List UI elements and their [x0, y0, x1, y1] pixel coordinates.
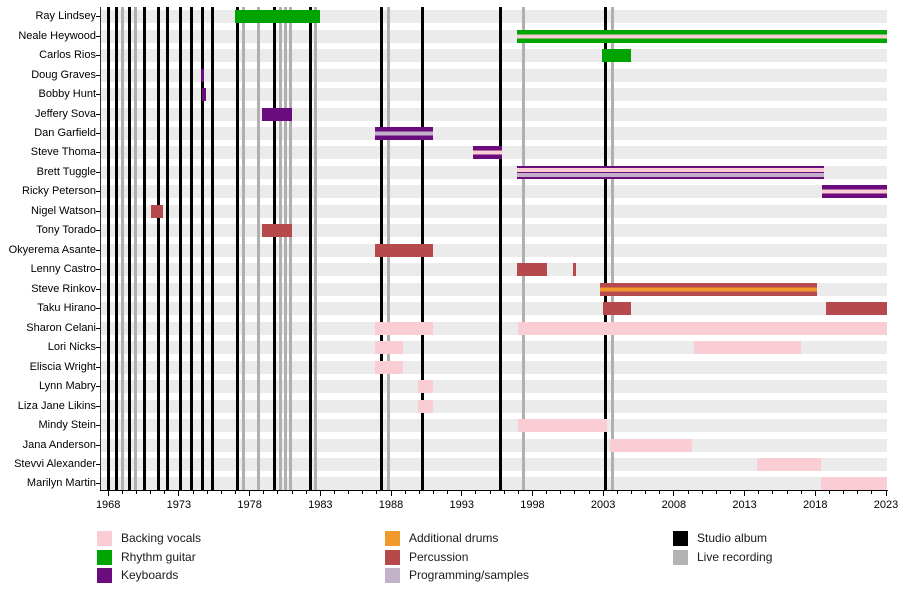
member-name-label: Liza Jane Likins: [17, 399, 96, 412]
legend-label: Live recording: [697, 549, 773, 564]
legend-label: Additional drums: [409, 531, 499, 545]
x-axis-tick-label: 1983: [308, 498, 333, 511]
x-axis-tick-label: 2003: [590, 498, 616, 511]
x-axis-minor-tick: [589, 491, 590, 494]
x-axis-minor-tick: [292, 491, 293, 494]
legend-swatch-studio-album: [673, 531, 688, 546]
member-name-label: Lenny Castro: [30, 263, 96, 276]
studio-album-line: [166, 7, 169, 490]
x-axis-major-tick: [249, 491, 250, 496]
member-name-label: Brett Tuggle: [36, 165, 96, 178]
tenure-bar-steve-thoma: [473, 146, 502, 159]
live-recording-line: [611, 7, 614, 490]
legend-label: Backing vocals: [121, 531, 202, 545]
studio-album-line: [179, 7, 182, 490]
member-row-background: [100, 244, 887, 257]
x-axis-minor-tick: [348, 491, 349, 494]
x-axis-minor-tick: [857, 491, 858, 494]
x-axis-tick-label: 1978: [237, 498, 262, 511]
member-name-label: Neale Heywood: [18, 29, 96, 42]
x-axis-minor-tick: [405, 491, 406, 494]
y-axis-line: [100, 7, 101, 490]
tenure-bar-stevvi-alexander: [757, 458, 821, 471]
x-axis-minor-tick: [716, 491, 717, 494]
studio-album-line: [157, 7, 160, 490]
legend-label: Keyboards: [121, 568, 179, 582]
x-axis-minor-tick: [617, 491, 618, 494]
x-axis-major-tick: [886, 491, 887, 496]
x-axis-minor-tick: [362, 491, 363, 494]
tenure-bar-lori-nicks: [694, 341, 801, 354]
tenure-bar-lynn-mabry: [418, 380, 434, 393]
x-axis-minor-tick: [801, 491, 802, 494]
member-name-label: Nigel Watson: [30, 204, 96, 217]
live-recording-line: [279, 7, 282, 490]
live-recording-line: [134, 7, 137, 490]
member-row-background: [100, 127, 887, 140]
member-name-label: Ray Lindsey: [35, 10, 96, 23]
studio-album-line: [128, 7, 131, 490]
x-axis-minor-tick: [688, 491, 689, 494]
member-name-label: Tony Torado: [36, 224, 96, 237]
member-name-label: Doug Graves: [31, 68, 96, 81]
member-name-label: Jeffery Sova: [35, 107, 96, 120]
live-recording-line: [257, 7, 260, 490]
tenure-bar-sharon-celani: [518, 322, 887, 335]
x-axis-minor-tick: [702, 491, 703, 494]
live-recording-line: [314, 7, 317, 490]
x-axis-tick-label: 1993: [449, 498, 474, 511]
member-name-label: Sharon Celani: [26, 321, 96, 334]
x-axis-minor-tick: [490, 491, 491, 494]
tenure-bar-sharon-celani: [375, 322, 433, 335]
member-row-background: [100, 108, 887, 121]
x-axis-minor-tick: [164, 491, 165, 494]
x-axis-minor-tick: [645, 491, 646, 494]
x-axis-minor-tick: [150, 491, 151, 494]
x-axis-minor-tick: [376, 491, 377, 494]
x-axis-tick-label: 2018: [803, 498, 828, 511]
tenure-bar-jeffery-sova: [262, 108, 292, 121]
live-recording-line: [242, 7, 245, 490]
legend-swatch-backing-vocals: [97, 531, 112, 546]
legend-label: Programming/samples: [409, 568, 530, 582]
live-recording-line: [522, 7, 525, 490]
x-axis-major-tick: [461, 491, 462, 496]
tenure-bar-ray-lindsey: [235, 10, 320, 23]
x-axis-major-tick: [603, 491, 604, 496]
x-axis-minor-tick: [136, 491, 137, 494]
legend-swatch-live-recording: [673, 550, 688, 565]
tenure-bar-nigel-watson: [151, 205, 164, 218]
legend-label: Percussion: [409, 549, 469, 564]
x-axis-minor-tick: [829, 491, 830, 494]
tenure-bar-dan-garfield: [375, 127, 433, 140]
legend-swatch-percussion: [385, 550, 400, 565]
member-name-label: Lynn Mabry: [38, 380, 96, 393]
member-name-label: Okyerema Asante: [8, 243, 96, 256]
x-axis-major-tick: [108, 491, 109, 496]
x-axis-minor-tick: [207, 491, 208, 494]
x-axis-minor-tick: [447, 491, 448, 494]
x-axis-minor-tick: [221, 491, 222, 494]
member-name-label: Marilyn Martin: [26, 477, 96, 490]
member-row-background: [100, 69, 887, 82]
tenure-bar-steve-rinkov: [600, 283, 817, 296]
tenure-bar-okyerema-asante: [375, 244, 433, 257]
tenure-bar-ricky-peterson: [822, 185, 887, 198]
x-axis-minor-tick: [772, 491, 773, 494]
x-axis-minor-tick: [504, 491, 505, 494]
studio-album-line: [499, 7, 502, 490]
x-axis-major-tick: [532, 491, 533, 496]
x-axis-major-tick: [815, 491, 816, 496]
member-row-background: [100, 88, 887, 101]
tenure-bar-carlos-rios: [602, 49, 632, 62]
studio-album-line: [604, 7, 607, 490]
member-row-background: [100, 185, 887, 198]
studio-album-line: [236, 7, 239, 490]
member-name-label: Taku Hirano: [37, 302, 96, 315]
x-axis-minor-tick: [518, 491, 519, 494]
studio-album-line: [115, 7, 118, 490]
x-axis-major-tick: [673, 491, 674, 496]
member-name-label: Bobby Hunt: [38, 88, 96, 101]
x-axis-minor-tick: [122, 491, 123, 494]
member-name-label: Mindy Stein: [38, 419, 96, 432]
x-axis-minor-tick: [235, 491, 236, 494]
member-name-label: Steve Rinkov: [31, 282, 96, 295]
tenure-bar-jana-anderson: [610, 439, 693, 452]
tenure-bar-eliscia-wright: [375, 361, 403, 374]
x-axis-minor-tick: [306, 491, 307, 494]
member-row-background: [100, 419, 887, 432]
x-axis-minor-tick: [263, 491, 264, 494]
member-name-label: Jana Anderson: [22, 438, 96, 451]
tenure-bar-tony-torado: [262, 224, 292, 237]
tenure-bar-doug-graves: [201, 69, 205, 82]
x-axis-tick-label: 2008: [661, 498, 687, 511]
x-axis-tick-label: 1988: [378, 498, 404, 511]
studio-album-line: [309, 7, 312, 490]
studio-album-line: [107, 7, 110, 490]
tenure-bar-lenny-castro: [517, 263, 547, 276]
member-row-background: [100, 49, 887, 62]
member-name-label: Carlos Rios: [39, 49, 96, 62]
x-axis-minor-tick: [730, 491, 731, 494]
live-recording-line: [121, 7, 124, 490]
member-row-background: [100, 439, 887, 452]
legend-label: Rhythm guitar: [121, 549, 196, 564]
x-axis-tick-label: 1973: [166, 498, 192, 511]
legend-label: Studio album: [697, 531, 768, 545]
tenure-bar-taku-hirano: [603, 302, 631, 315]
tenure-bar-neale-heywood: [517, 30, 887, 43]
member-name-label: Steve Thoma: [30, 146, 96, 159]
member-row-background: [100, 263, 887, 276]
tenure-bar-bobby-hunt: [202, 88, 206, 101]
member-row-background: [100, 302, 887, 315]
x-axis-minor-tick: [871, 491, 872, 494]
legend-swatch-rhythm-guitar: [97, 550, 112, 565]
member-row-background: [100, 380, 887, 393]
member-name-label: Dan Garfield: [34, 127, 96, 140]
member-name-label: Stevvi Alexander: [14, 458, 96, 470]
studio-album-line: [143, 7, 146, 490]
x-axis-minor-tick: [433, 491, 434, 494]
x-axis-minor-tick: [631, 491, 632, 494]
x-axis-tick-label: 2023: [873, 498, 899, 511]
x-axis-minor-tick: [787, 491, 788, 494]
tenure-bar-taku-hirano: [826, 302, 887, 315]
member-row-background: [100, 10, 887, 23]
tenure-bar-lenny-castro: [573, 263, 576, 276]
legend-swatch-keyboards: [97, 568, 112, 583]
legend-swatch-programming-samples: [385, 568, 400, 583]
x-axis-minor-tick: [843, 491, 844, 494]
legend-swatch-additional-drums: [385, 531, 400, 546]
x-axis-minor-tick: [475, 491, 476, 494]
member-row-background: [100, 205, 887, 218]
tenure-bar-lori-nicks: [375, 341, 403, 354]
member-row-background: [100, 361, 887, 374]
x-axis-major-tick: [391, 491, 392, 496]
tenure-bar-mindy-stein: [518, 419, 608, 432]
member-name-label: Ricky Peterson: [22, 185, 96, 198]
x-axis-line: [100, 490, 888, 492]
x-axis-minor-tick: [758, 491, 759, 494]
x-axis-tick-label: 1968: [95, 498, 121, 511]
member-name-label: Lori Nicks: [47, 341, 96, 354]
live-recording-line: [284, 7, 287, 490]
x-axis-minor-tick: [560, 491, 561, 494]
x-axis-major-tick: [320, 491, 321, 496]
x-axis-minor-tick: [574, 491, 575, 494]
x-axis-minor-tick: [659, 491, 660, 494]
live-recording-line: [289, 7, 292, 490]
member-row-background: [100, 224, 887, 237]
member-name-label: Eliscia Wright: [29, 360, 96, 373]
x-axis-minor-tick: [546, 491, 547, 494]
x-axis-minor-tick: [419, 491, 420, 494]
studio-album-line: [190, 7, 193, 490]
x-axis-major-tick: [178, 491, 179, 496]
studio-album-line: [211, 7, 214, 490]
studio-album-line: [273, 7, 276, 490]
x-axis-major-tick: [744, 491, 745, 496]
x-axis-minor-tick: [277, 491, 278, 494]
tenure-bar-liza-jane-likins: [418, 400, 434, 413]
x-axis-minor-tick: [193, 491, 194, 494]
x-axis-tick-label: 1998: [520, 498, 545, 511]
x-axis-tick-label: 2013: [732, 498, 757, 511]
x-axis-minor-tick: [334, 491, 335, 494]
member-row-background: [100, 400, 887, 413]
tenure-bar-brett-tuggle: [517, 166, 824, 179]
